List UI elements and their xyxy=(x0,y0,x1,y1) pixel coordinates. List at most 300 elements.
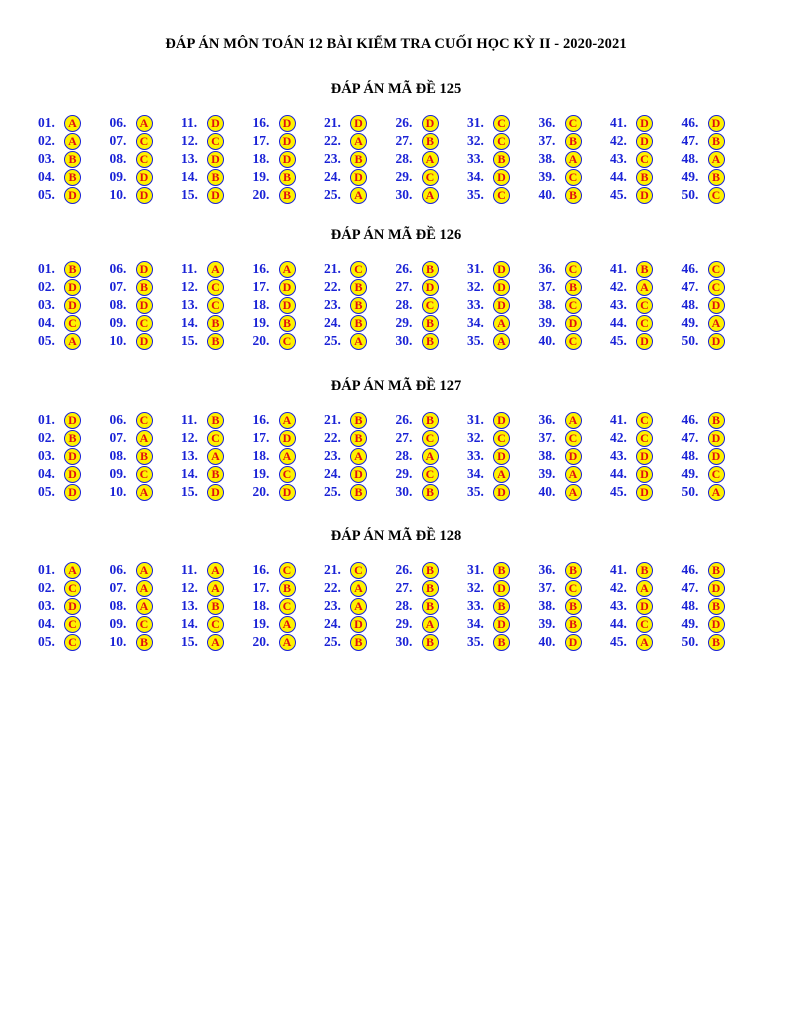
answer-item xyxy=(181,483,253,501)
answer-choice-badge: A xyxy=(136,580,153,597)
answer-choice-badge: D xyxy=(207,151,224,168)
answer-column xyxy=(610,260,682,350)
answer-choice-badge: C xyxy=(207,133,224,150)
answer-item xyxy=(110,561,182,579)
answer-item xyxy=(110,615,182,633)
answer-choice-badge: D xyxy=(64,598,81,615)
question-number: 06. xyxy=(109,412,127,427)
answer-choice-badge: A xyxy=(207,580,224,597)
answer-choice-badge: B xyxy=(493,151,510,168)
answer-choice-badge: B xyxy=(207,333,224,350)
answer-choice-badge: D xyxy=(708,333,725,350)
question-number: 20. xyxy=(252,333,270,348)
answer-choice-badge: B xyxy=(422,412,439,429)
question-number: 19. xyxy=(252,466,270,481)
answer-item xyxy=(539,615,611,633)
answer-choice-badge: B xyxy=(565,616,582,633)
answer-item xyxy=(396,114,468,132)
answer-item xyxy=(610,597,682,615)
answer-column xyxy=(682,114,754,204)
answer-choice-badge: C xyxy=(708,187,725,204)
question-number: 25. xyxy=(324,333,341,348)
answer-item xyxy=(324,561,396,579)
answer-choice-badge: D xyxy=(708,115,725,132)
answer-choice-badge: B xyxy=(422,598,439,615)
answer-choice-badge: A xyxy=(64,133,81,150)
answer-item xyxy=(682,483,754,501)
answer-choice-badge: A xyxy=(64,115,81,132)
answer-item xyxy=(539,579,611,597)
answer-choice-badge: C xyxy=(64,634,81,651)
answer-choice-badge: B xyxy=(350,151,367,168)
answer-column xyxy=(181,411,253,501)
answer-choice-badge: D xyxy=(636,484,653,501)
answer-item xyxy=(324,150,396,168)
question-number: 03. xyxy=(38,448,55,463)
question-number: 23. xyxy=(324,598,341,613)
question-number: 32. xyxy=(467,279,484,294)
answer-item xyxy=(38,132,110,150)
answer-choice-badge: C xyxy=(207,430,224,447)
answer-item xyxy=(324,314,396,332)
answer-item xyxy=(253,561,325,579)
question-number: 41. xyxy=(610,261,627,276)
answer-choice-badge: A xyxy=(350,333,367,350)
answer-choice-badge: A xyxy=(350,580,367,597)
answer-choice-badge: B xyxy=(708,133,725,150)
answer-item xyxy=(467,633,539,651)
question-number: 39. xyxy=(538,169,556,184)
answer-choice-badge: B xyxy=(350,297,367,314)
question-number: 33. xyxy=(467,448,484,463)
answer-choice-badge: A xyxy=(279,634,296,651)
answer-column xyxy=(539,114,611,204)
answer-item xyxy=(324,296,396,314)
answer-choice-badge: D xyxy=(279,297,296,314)
answer-item xyxy=(110,465,182,483)
answer-choice-badge: D xyxy=(636,115,653,132)
answer-column xyxy=(467,561,539,651)
answer-item xyxy=(467,296,539,314)
question-number: 37. xyxy=(538,430,556,445)
question-number: 20. xyxy=(252,187,270,202)
answer-choice-badge: C xyxy=(136,151,153,168)
answer-choice-badge: D xyxy=(708,430,725,447)
answer-choice-badge: D xyxy=(493,580,510,597)
answer-column xyxy=(467,411,539,501)
question-number: 46. xyxy=(681,261,699,276)
answer-column xyxy=(467,260,539,350)
question-number: 17. xyxy=(252,279,270,294)
answer-choice-badge: C xyxy=(565,430,582,447)
question-number: 47. xyxy=(681,133,699,148)
answer-choice-badge: B xyxy=(350,634,367,651)
answer-item xyxy=(396,260,468,278)
answer-item xyxy=(253,411,325,429)
question-number: 09. xyxy=(109,169,127,184)
answer-item xyxy=(253,615,325,633)
answer-item xyxy=(181,633,253,651)
question-number: 01. xyxy=(38,412,55,427)
answer-item xyxy=(467,429,539,447)
answer-item xyxy=(253,597,325,615)
answer-item xyxy=(396,150,468,168)
question-number: 16. xyxy=(252,115,270,130)
question-number: 44. xyxy=(610,315,627,330)
answer-item xyxy=(610,447,682,465)
question-number: 40. xyxy=(538,484,556,499)
question-number: 33. xyxy=(467,151,484,166)
answer-choice-badge: C xyxy=(207,616,224,633)
answer-item xyxy=(324,168,396,186)
answer-item xyxy=(467,260,539,278)
answer-item xyxy=(181,615,253,633)
question-number: 34. xyxy=(467,466,484,481)
answer-choice-badge: B xyxy=(279,169,296,186)
answer-item xyxy=(110,150,182,168)
question-number: 32. xyxy=(467,133,484,148)
answer-item xyxy=(253,633,325,651)
answer-choice-badge: D xyxy=(422,279,439,296)
answer-choice-badge: D xyxy=(493,169,510,186)
answer-column xyxy=(253,260,325,350)
answer-item xyxy=(181,332,253,350)
answer-item xyxy=(38,597,110,615)
question-number: 09. xyxy=(109,466,127,481)
question-number: 36. xyxy=(538,261,556,276)
answer-grid xyxy=(38,114,792,204)
question-number: 27. xyxy=(395,430,413,445)
answer-item xyxy=(467,332,539,350)
answer-item xyxy=(253,579,325,597)
answer-choice-badge: C xyxy=(207,279,224,296)
answer-item xyxy=(38,561,110,579)
answer-choice-badge: C xyxy=(279,598,296,615)
question-number: 30. xyxy=(395,187,413,202)
question-number: 07. xyxy=(109,279,127,294)
question-number: 36. xyxy=(538,412,556,427)
question-number: 49. xyxy=(681,315,699,330)
answer-item xyxy=(539,150,611,168)
answer-item xyxy=(682,186,754,204)
answer-item xyxy=(539,429,611,447)
answer-item xyxy=(467,314,539,332)
question-number: 40. xyxy=(538,333,556,348)
question-number: 24. xyxy=(324,169,341,184)
question-number: 19. xyxy=(252,315,270,330)
answer-choice-badge: B xyxy=(493,634,510,651)
answer-column xyxy=(396,114,468,204)
answer-item xyxy=(253,150,325,168)
question-number: 31. xyxy=(467,261,484,276)
answer-item xyxy=(610,278,682,296)
question-number: 45. xyxy=(610,333,627,348)
answer-item xyxy=(682,168,754,186)
answer-item xyxy=(682,429,754,447)
answer-column xyxy=(610,411,682,501)
answer-choice-badge: A xyxy=(708,151,725,168)
answer-item xyxy=(38,429,110,447)
answer-choice-badge: C xyxy=(565,169,582,186)
question-number: 28. xyxy=(395,151,413,166)
answer-item xyxy=(467,186,539,204)
answer-item xyxy=(181,597,253,615)
answer-choice-badge: D xyxy=(350,466,367,483)
answer-item xyxy=(610,114,682,132)
answer-item xyxy=(539,278,611,296)
question-number: 03. xyxy=(38,598,55,613)
answer-choice-badge: C xyxy=(565,580,582,597)
answer-choice-badge: B xyxy=(64,151,81,168)
answer-choice-badge: B xyxy=(565,279,582,296)
question-number: 10. xyxy=(109,484,127,499)
answer-item xyxy=(539,561,611,579)
question-number: 08. xyxy=(109,448,127,463)
question-number: 39. xyxy=(538,466,556,481)
answer-choice-badge: B xyxy=(279,187,296,204)
answer-column xyxy=(396,260,468,350)
answer-choice-badge: D xyxy=(136,187,153,204)
answer-choice-badge: C xyxy=(64,315,81,332)
question-number: 18. xyxy=(252,448,270,463)
answer-choice-badge: C xyxy=(636,315,653,332)
answer-item xyxy=(324,114,396,132)
question-number: 50. xyxy=(681,634,699,649)
answer-choice-badge: D xyxy=(279,151,296,168)
answer-choice-badge: A xyxy=(493,466,510,483)
answer-item xyxy=(181,150,253,168)
answer-item xyxy=(324,597,396,615)
answer-item xyxy=(682,132,754,150)
question-number: 12. xyxy=(181,580,198,595)
question-number: 45. xyxy=(610,484,627,499)
answer-choice-badge: D xyxy=(565,315,582,332)
question-number: 48. xyxy=(681,297,699,312)
answer-choice-badge: D xyxy=(207,115,224,132)
question-number: 42. xyxy=(610,430,627,445)
answer-choice-badge: A xyxy=(207,634,224,651)
answer-choice-badge: D xyxy=(279,279,296,296)
answer-item xyxy=(396,314,468,332)
answer-choice-badge: B xyxy=(636,261,653,278)
answer-choice-badge: A xyxy=(350,187,367,204)
answer-choice-badge: D xyxy=(279,430,296,447)
answer-choice-badge: D xyxy=(64,297,81,314)
answer-item xyxy=(539,411,611,429)
question-number: 06. xyxy=(109,562,127,577)
answer-item xyxy=(253,314,325,332)
question-number: 38. xyxy=(538,448,556,463)
answer-choice-badge: D xyxy=(64,484,81,501)
answer-grid xyxy=(38,260,792,350)
answer-item xyxy=(396,597,468,615)
answer-item xyxy=(610,615,682,633)
question-number: 47. xyxy=(681,580,699,595)
answer-column xyxy=(324,260,396,350)
answer-choice-badge: A xyxy=(207,261,224,278)
answer-item xyxy=(181,132,253,150)
answer-item xyxy=(682,260,754,278)
answer-item xyxy=(610,465,682,483)
answer-item xyxy=(38,411,110,429)
answer-choice-badge: B xyxy=(565,133,582,150)
question-number: 42. xyxy=(610,580,627,595)
question-number: 14. xyxy=(181,616,198,631)
answer-item xyxy=(110,260,182,278)
answer-item xyxy=(253,447,325,465)
answer-item xyxy=(110,296,182,314)
answer-choice-badge: D xyxy=(279,133,296,150)
answer-item xyxy=(396,296,468,314)
question-number: 39. xyxy=(538,616,556,631)
answer-item xyxy=(38,114,110,132)
question-number: 02. xyxy=(38,580,55,595)
answer-choice-badge: A xyxy=(422,448,439,465)
question-number: 10. xyxy=(109,634,127,649)
answer-item xyxy=(610,561,682,579)
answer-grid xyxy=(38,411,792,501)
answer-item xyxy=(682,633,754,651)
answer-section xyxy=(0,78,792,204)
answer-item xyxy=(682,314,754,332)
answer-item xyxy=(610,132,682,150)
answer-item xyxy=(181,296,253,314)
answer-choice-badge: C xyxy=(422,430,439,447)
answer-choice-badge: A xyxy=(207,448,224,465)
answer-choice-badge: D xyxy=(350,115,367,132)
question-number: 27. xyxy=(395,133,413,148)
answer-choice-badge: A xyxy=(493,315,510,332)
answer-item xyxy=(324,278,396,296)
question-number: 26. xyxy=(395,115,413,130)
answer-choice-badge: A xyxy=(279,261,296,278)
question-number: 20. xyxy=(252,484,270,499)
answer-choice-badge: C xyxy=(279,466,296,483)
answer-choice-badge: B xyxy=(422,634,439,651)
answer-item xyxy=(682,465,754,483)
question-number: 25. xyxy=(324,484,341,499)
answer-choice-badge: B xyxy=(207,598,224,615)
question-number: 33. xyxy=(467,297,484,312)
question-number: 12. xyxy=(181,430,198,445)
answer-item xyxy=(539,447,611,465)
answer-choice-badge: B xyxy=(136,448,153,465)
question-number: 07. xyxy=(109,580,127,595)
question-number: 21. xyxy=(324,115,341,130)
question-number: 28. xyxy=(395,297,413,312)
answer-item xyxy=(324,615,396,633)
answer-choice-badge: B xyxy=(422,562,439,579)
answer-item xyxy=(396,561,468,579)
answer-item xyxy=(253,186,325,204)
answer-choice-badge: D xyxy=(136,297,153,314)
question-number: 11. xyxy=(181,562,198,577)
answer-item xyxy=(610,260,682,278)
answer-choice-badge: C xyxy=(493,187,510,204)
question-number: 14. xyxy=(181,315,198,330)
answer-item xyxy=(38,615,110,633)
question-number: 32. xyxy=(467,430,484,445)
question-number: 32. xyxy=(467,580,484,595)
answer-choice-badge: C xyxy=(708,261,725,278)
answer-item xyxy=(396,615,468,633)
answer-choice-badge: A xyxy=(136,484,153,501)
answer-column xyxy=(539,260,611,350)
answer-item xyxy=(467,168,539,186)
answer-item xyxy=(396,278,468,296)
answer-choice-badge: B xyxy=(708,169,725,186)
answer-choice-badge: B xyxy=(565,562,582,579)
answer-choice-badge: D xyxy=(636,333,653,350)
answer-item xyxy=(467,597,539,615)
answer-choice-badge: B xyxy=(493,562,510,579)
answer-column xyxy=(110,260,182,350)
answer-item xyxy=(682,296,754,314)
answer-item xyxy=(181,186,253,204)
question-number: 20. xyxy=(252,634,270,649)
answer-choice-badge: D xyxy=(350,616,367,633)
question-number: 43. xyxy=(610,448,627,463)
question-number: 49. xyxy=(681,616,699,631)
answer-item xyxy=(682,114,754,132)
answer-choice-badge: C xyxy=(636,616,653,633)
answer-choice-badge: C xyxy=(279,333,296,350)
answer-item xyxy=(396,483,468,501)
answer-choice-badge: D xyxy=(136,169,153,186)
answer-choice-badge: D xyxy=(136,261,153,278)
answer-choice-badge: C xyxy=(708,466,725,483)
answer-item xyxy=(253,465,325,483)
answer-item xyxy=(682,411,754,429)
answer-choice-badge: A xyxy=(279,412,296,429)
answer-item xyxy=(38,260,110,278)
answer-choice-badge: B xyxy=(636,562,653,579)
answer-choice-badge: B xyxy=(422,580,439,597)
question-number: 22. xyxy=(324,580,341,595)
answer-column xyxy=(181,561,253,651)
question-number: 24. xyxy=(324,315,341,330)
answer-choice-badge: C xyxy=(136,133,153,150)
answer-item xyxy=(253,114,325,132)
question-number: 29. xyxy=(395,315,413,330)
question-number: 01. xyxy=(38,562,55,577)
answer-choice-badge: C xyxy=(493,115,510,132)
answer-item xyxy=(110,429,182,447)
question-number: 36. xyxy=(538,562,556,577)
answer-choice-badge: B xyxy=(64,430,81,447)
answer-choice-badge: D xyxy=(279,115,296,132)
answer-section xyxy=(0,224,792,350)
question-number: 01. xyxy=(38,261,55,276)
answer-item xyxy=(467,278,539,296)
answer-choice-badge: B xyxy=(64,169,81,186)
answer-choice-badge: D xyxy=(565,634,582,651)
answer-item xyxy=(181,314,253,332)
question-number: 17. xyxy=(252,133,270,148)
answer-column xyxy=(324,114,396,204)
answer-item xyxy=(396,429,468,447)
question-number: 38. xyxy=(538,297,556,312)
answer-item xyxy=(324,186,396,204)
answer-choice-badge: A xyxy=(350,598,367,615)
answer-item xyxy=(38,579,110,597)
answer-choice-badge: D xyxy=(64,466,81,483)
question-number: 30. xyxy=(395,484,413,499)
question-number: 18. xyxy=(252,297,270,312)
question-number: 40. xyxy=(538,187,556,202)
answer-column xyxy=(38,561,110,651)
question-number: 22. xyxy=(324,279,341,294)
